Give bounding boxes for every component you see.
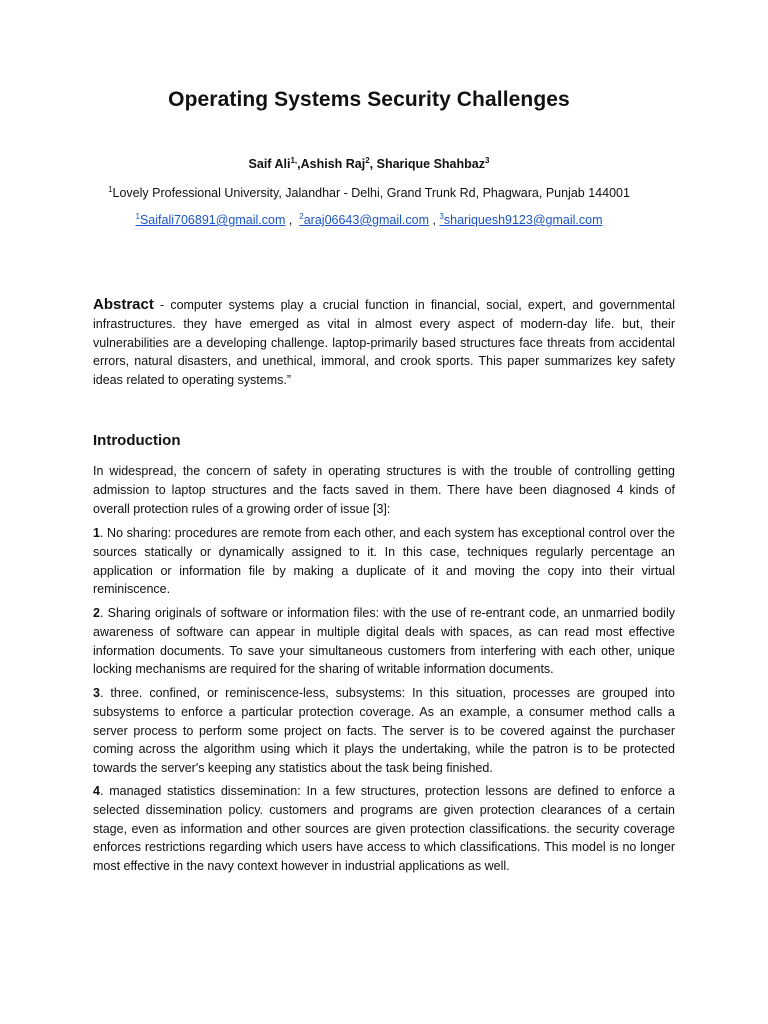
affiliation-marker: 1 (108, 184, 113, 194)
list-item-number: 3 (93, 686, 100, 700)
abstract-label: Abstract (93, 296, 154, 313)
list-item-text: . three. confined, or reminiscence-less, subsystems: In this situation, processes are grouped into subsystems to enforce a particular protection coverage. As an example, a consumer method calls a server process to perform some project on facts. The server is to be covered against the purchaser coming across the algorithm using which it plays the undertaking, while the patron is to be protected towards the server's keeping any statistics about the task being finished. (93, 686, 675, 776)
author-2-affiliation: 2 (365, 155, 370, 165)
affiliation (0, 186, 738, 200)
email-link-3[interactable] (439, 213, 602, 227)
list-item-number: 1 (93, 526, 100, 540)
abstract-text: - computer systems play a crucial function in financial, social, expert, and governmental infrastructures. they have emerged as vital in almost every aspect of modern-day life. but, their vulnerabilities are a developing challenge. laptop-primarily based structures face threats from accidental errors, natural disasters, and unethical, immoral, and crook sports. This paper summarizes key safety ideas related to operating systems.” (93, 298, 675, 388)
email-1-address: Saifali706891@gmail.com (139, 213, 286, 227)
email-list (0, 213, 738, 227)
list-item-text: . No sharing: procedures are remote from each other, and each system has exceptional control over the sources statically or dynamically assigned to it. In this case, techniques regularly percentage an application or information file by making a duplicate of it and moving the copy into their virtual reminiscence. (93, 526, 675, 597)
email-link-2[interactable] (299, 213, 429, 227)
email-separator: , (285, 213, 300, 227)
list-item-text: . managed statistics dissemination: In a few structures, protection lessons are defined to enforce a selected dissemination policy. customers and programs are given protection clearances of a certain stage, even as information and other sources are given protection classifications. the security coverage enforces restrictions regarding which users have access to which classifications. This model is no longer most effective in the navy context however in industrial applications as well. (93, 784, 675, 874)
section-heading-introduction: Introduction (93, 432, 181, 449)
list-item-4 (93, 782, 675, 876)
author-3: , Sharique Shahbaz (369, 157, 485, 171)
affiliation-text: Lovely Professional University, Jalandhar - Delhi, Grand Trunk Rd, Phagwara, Punjab 144001 (112, 186, 630, 200)
author-2: ,Ashish Raj (297, 157, 366, 171)
list-item-number: 4 (93, 784, 100, 798)
list-item-2 (93, 604, 675, 679)
abstract-paragraph (93, 296, 675, 390)
email-2-address: araj06643@gmail.com (303, 213, 429, 227)
author-list (0, 157, 738, 171)
list-item-3 (93, 684, 675, 778)
paper-title: Operating Systems Security Challenges (168, 88, 570, 111)
intro-paragraph: In widespread, the concern of safety in operating structures is with the trouble of controlling getting admission to laptop structures and the facts saved in them. There have been diagnosed 4 kinds of overall protection rules of a growing order of issue [3]: (93, 464, 675, 516)
email-separator: , (429, 213, 440, 227)
email-1-marker: 1 (135, 211, 140, 221)
list-item-text: . Sharing originals of software or information files: with the use of re-entrant code, an unmarried bodily awareness of software can appear in multiple digital deals with spaces, as can read most effective information documents. To save your simultaneous customers from interfering with each other, unique locking mechanisms are required for the sharing of writable information documents. (93, 606, 675, 677)
author-3-affiliation: 3 (484, 155, 490, 165)
email-3-address: shariquesh9123@gmail.com (443, 213, 603, 227)
list-item-number: 2 (93, 606, 100, 620)
author-1-affiliation: 1, (290, 155, 298, 165)
email-2-marker: 2 (299, 211, 304, 221)
email-3-marker: 3 (439, 211, 444, 221)
author-1: Saif Ali (248, 157, 291, 171)
list-item-1 (93, 524, 675, 599)
email-link-1[interactable] (136, 213, 286, 227)
